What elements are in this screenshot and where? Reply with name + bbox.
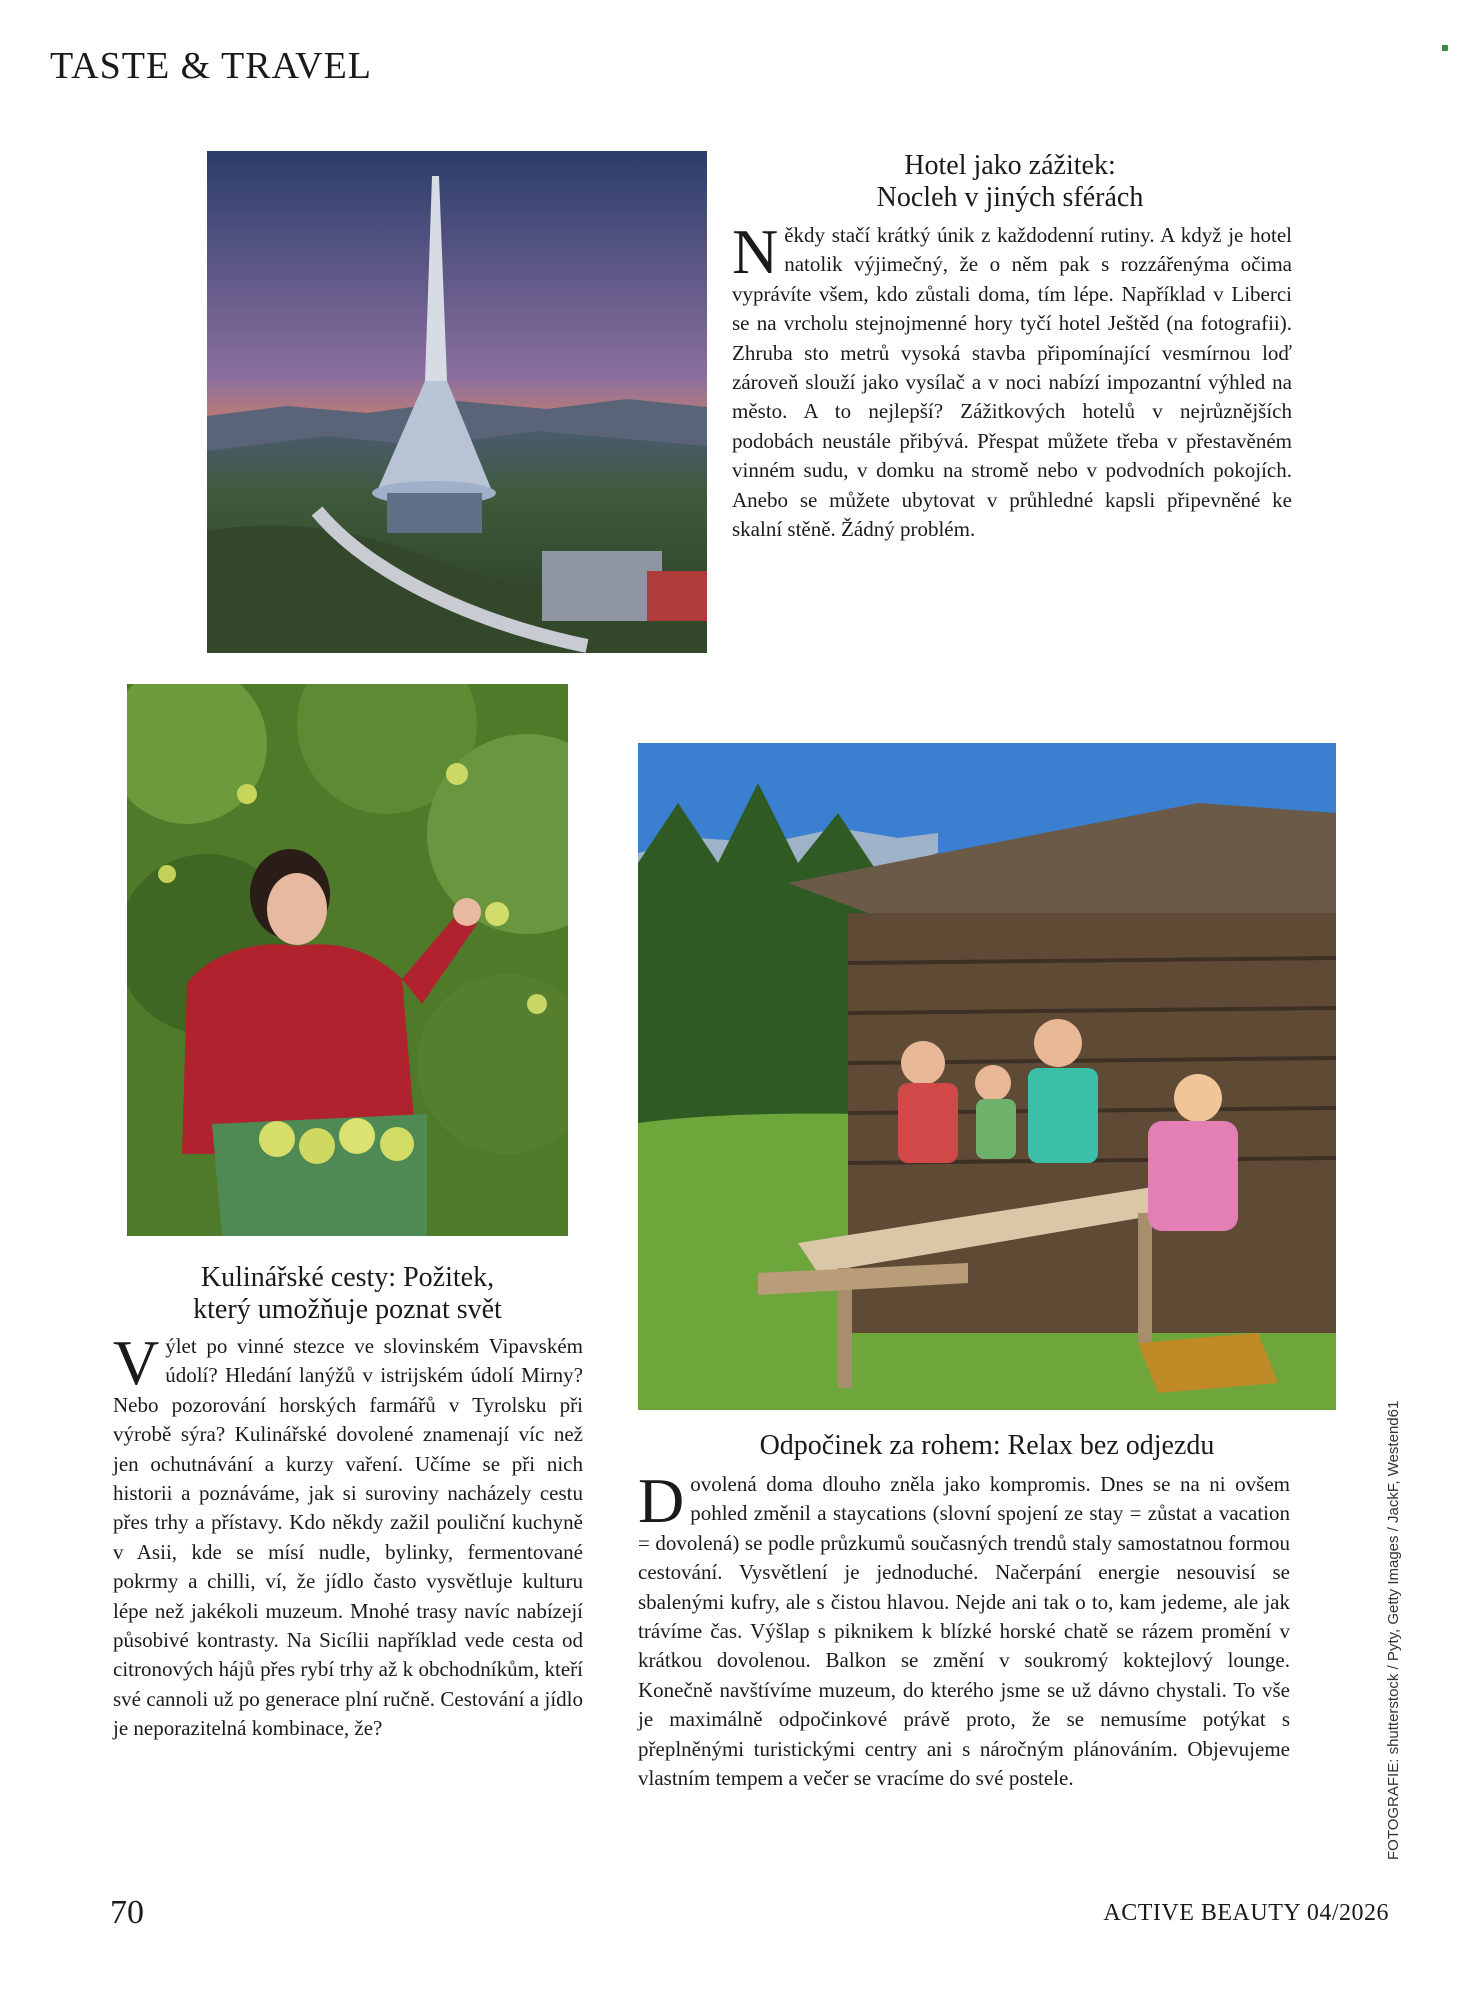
fruit-picking-photo xyxy=(127,684,568,1236)
magazine-issue: ACTIVE BEAUTY 04/2026 xyxy=(1103,1900,1389,1926)
page-number: 70 xyxy=(110,1894,144,1931)
hotel-body xyxy=(732,216,1292,544)
section-header: TASTE & TRAVEL xyxy=(50,45,373,87)
hotel-headline xyxy=(720,150,1300,214)
culinary-body-text: ýlet po vinné stezce ve slovinském Vipavském údolí? Hledání lanýžů v istrijském údolí Mirny? Nebo pozorování horských farmářů v Tyrolsku při výrobě sýra? Kulinářské dovolené znamenají víc než jen ochutnávání a kurzy vaření. Učíme se při nich historii a poznáváme, jak si suroviny nacházely cestu přes trhy a přístavy. Kdo někdy zažil pouliční kuchyně v Asii, kde se mísí nudle, bylinky, fermentované pokrmy a chilli, ví, že jídlo často vysvětluje kulturu lépe než jakékoli muzeum. Mnohé trasy navíc nabízejí působivé kontrasty. Na Sicílii například vede cesta od citronových hájů přes rybí trhy až k obchodníkům, kteří své cannoli už po generace plní ručně. Cestování a jídlo je neporazitelná kombinace, že? xyxy=(113,1334,583,1741)
culinary-headline xyxy=(127,1262,568,1326)
relax-body xyxy=(638,1465,1290,1793)
photo-credits: FOTOGRAFIE: shutterstock / Pyty, Getty Images / JackF, Westend61 xyxy=(1385,1400,1402,1860)
jested-hotel-photo xyxy=(207,151,707,653)
hotel-headline-line2: Nocleh v jiných sférách xyxy=(876,182,1144,213)
relax-body-text: ovolená doma dlouho zněla jako kompromis. Dnes se na ni ovšem pohled změnil a staycations (slovní spojení ze stay = zůstat a vacation = dovolená) se podle průzkumů současných trendů staly samostatnou formou cestování. Vysvětlení je jednoduché. Načerpání energie nesouvisí se sbalenými kufry, ale s čistou hlavou. Nejde ani tak o to, kam jedeme, ale jak trávíme čas. Výšlap s piknikem k blízké horské chatě se rázem promění v krátkou dovolenou. Balkon se změní v soukromý koktejlový lounge. Konečně navštívíme muzeum, do kterého jsme se už dávno chystali. To vše je maximálně odpočinkové právě proto, že se nemusíme potýkat s přeplněnými turistickými centry ani s náročným plánováním. Objevujeme vlastním tempem a večer se vracíme do své postele. xyxy=(638,1472,1290,1791)
culinary-dropcap: V xyxy=(113,1327,160,1398)
culinary-headline-line1: Kulinářské cesty: Požitek, xyxy=(200,1262,495,1293)
picnic-photo xyxy=(638,743,1336,1410)
culinary-body xyxy=(113,1327,583,1744)
hotel-headline-line1: Hotel jako zážitek: xyxy=(904,150,1116,181)
corner-logo-mark: ▪ xyxy=(1440,40,1449,54)
relax-dropcap: D xyxy=(638,1465,685,1536)
relax-headline: Odpočinek za rohem: Relax bez odjezdu xyxy=(759,1430,1215,1461)
culinary-headline-line2: který umožňuje poznat svět xyxy=(193,1294,502,1325)
hotel-dropcap: N xyxy=(732,216,779,287)
hotel-body-text: ěkdy stačí krátký únik z každodenní rutiny. A když je hotel natolik výjimečný, že o něm pak s rozzářenýma očima vyprávíte všem, kdo zůstali doma, tím lépe. Například v Liberci se na vrcholu stejnojmenné hory tyčí hotel Ještěd (na fotografii). Zhruba sto metrů vysoká stavba připomínající vesmírnou loď zároveň slouží jako vysílač a v noci nabízí impozantní výhled na město. A to nejlepší? Zážitkových hotelů v nejrůznějších podobách neustále přibývá. Přespat můžete třeba v přestavěném vinném sudu, v domku na stromě nebo v podvodních pokojích. Anebo se můžete ubytovat v průhledné kapsli připevněné ke skalní stěně. Žádný problém. xyxy=(732,223,1292,542)
